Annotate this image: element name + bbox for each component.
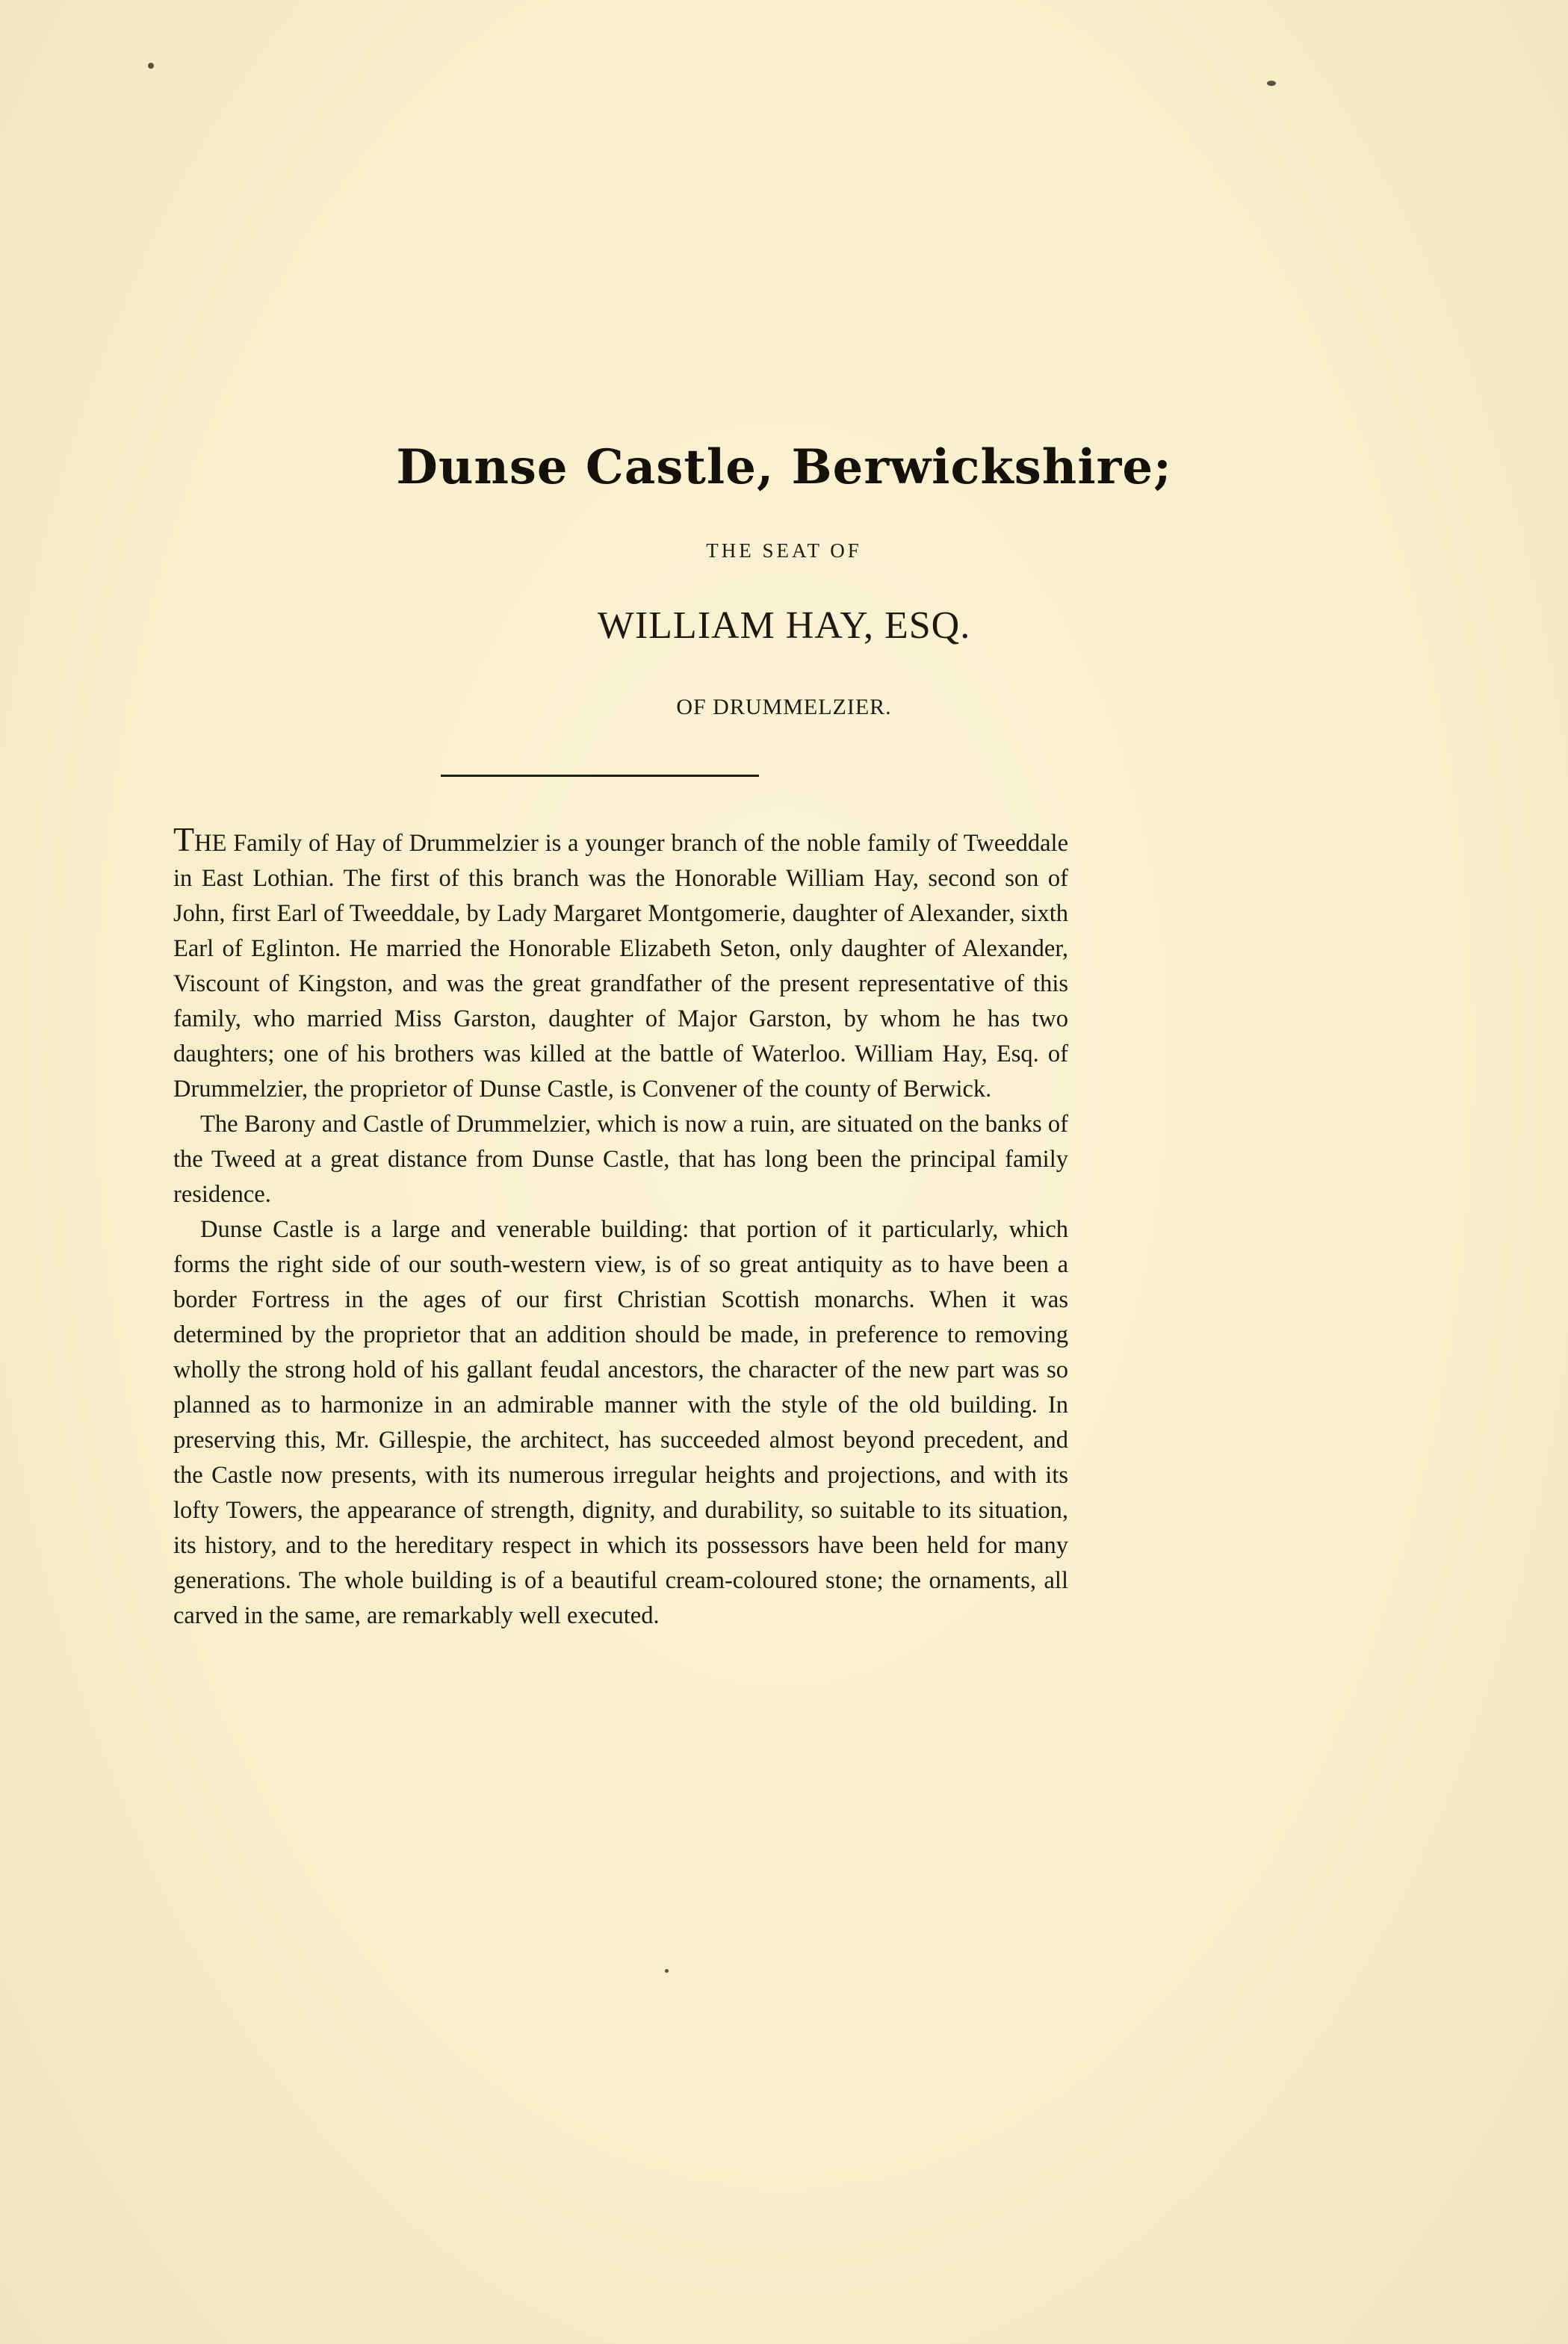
paragraph-3: Dunse Castle is a large and venerable building: that portion of it particularly, which forms the right side of our south-western view, is of so great antiquity as to have been a border Fortress in the ages of our first Christian Scottish monarchs. When it was determined by the proprietor that an addition should be made, in preference to removing wholly the strong hold of his gallant feudal ancestors, the character of the new part was so planned as to harmonize in an admirable manner with the style of the old building. In preserving this, Mr. Gillespie, the architect, has succeeded almost beyond precedent, and the Castle now presents, with its numerous irregular heights and projections, and with its lofty Towers, the appearance of strength, dignity, and durability, so suitable to its situation, its history, and to the hereditary respect in which its possessors have been held for many generations. The whole building is of a beautiful cream-coloured stone; the ornaments, all carved in the same, are remarkably well executed.	[173, 1216, 1068, 1629]
body-text	[173, 820, 1068, 1634]
paragraph-1	[173, 820, 1068, 1107]
drop-cap: T	[173, 820, 195, 858]
ink-speck	[1267, 81, 1276, 86]
subtitle: THE SEAT OF	[706, 539, 862, 562]
ink-speck	[148, 63, 154, 69]
divider-rule	[441, 775, 759, 777]
small-caps-word: HE	[194, 830, 227, 857]
paragraph-2: The Barony and Castle of Drummelzier, which is now a ruin, are situated on the banks of the Tweed at a great distance from Dunse Castle, that has long been the principal family residence.	[173, 1111, 1068, 1208]
ink-speck	[665, 1969, 669, 1973]
paragraph-1-text: Family of Hay of Drummelzier is a younger branch of the noble family of Tweeddale in East Lothian. The first of this branch was the Honorable William Hay, second son of John, first Earl of Tweeddale, by Lady Margaret Montgomerie, daughter of Alexander, sixth Earl of Eglinton. He married the Honorable Elizabeth Seton, only daughter of Alexander, Viscount of Kingston, and was the great grandfather of the present representative of this family, who married Miss Garston, daughter of Major Garston, by whom he has two daughters; one of his brothers was killed at the battle of Waterloo. William Hay, Esq. of Drummelzier, the proprietor of Dunse Castle, is Convener of the county of Berwick.	[173, 830, 1068, 1103]
owner-name: WILLIAM HAY, ESQ.	[597, 604, 971, 647]
owner-estate: OF DRUMMELZIER.	[676, 695, 892, 719]
page-title: Dunse Castle, Berwickshire;	[396, 439, 1172, 495]
